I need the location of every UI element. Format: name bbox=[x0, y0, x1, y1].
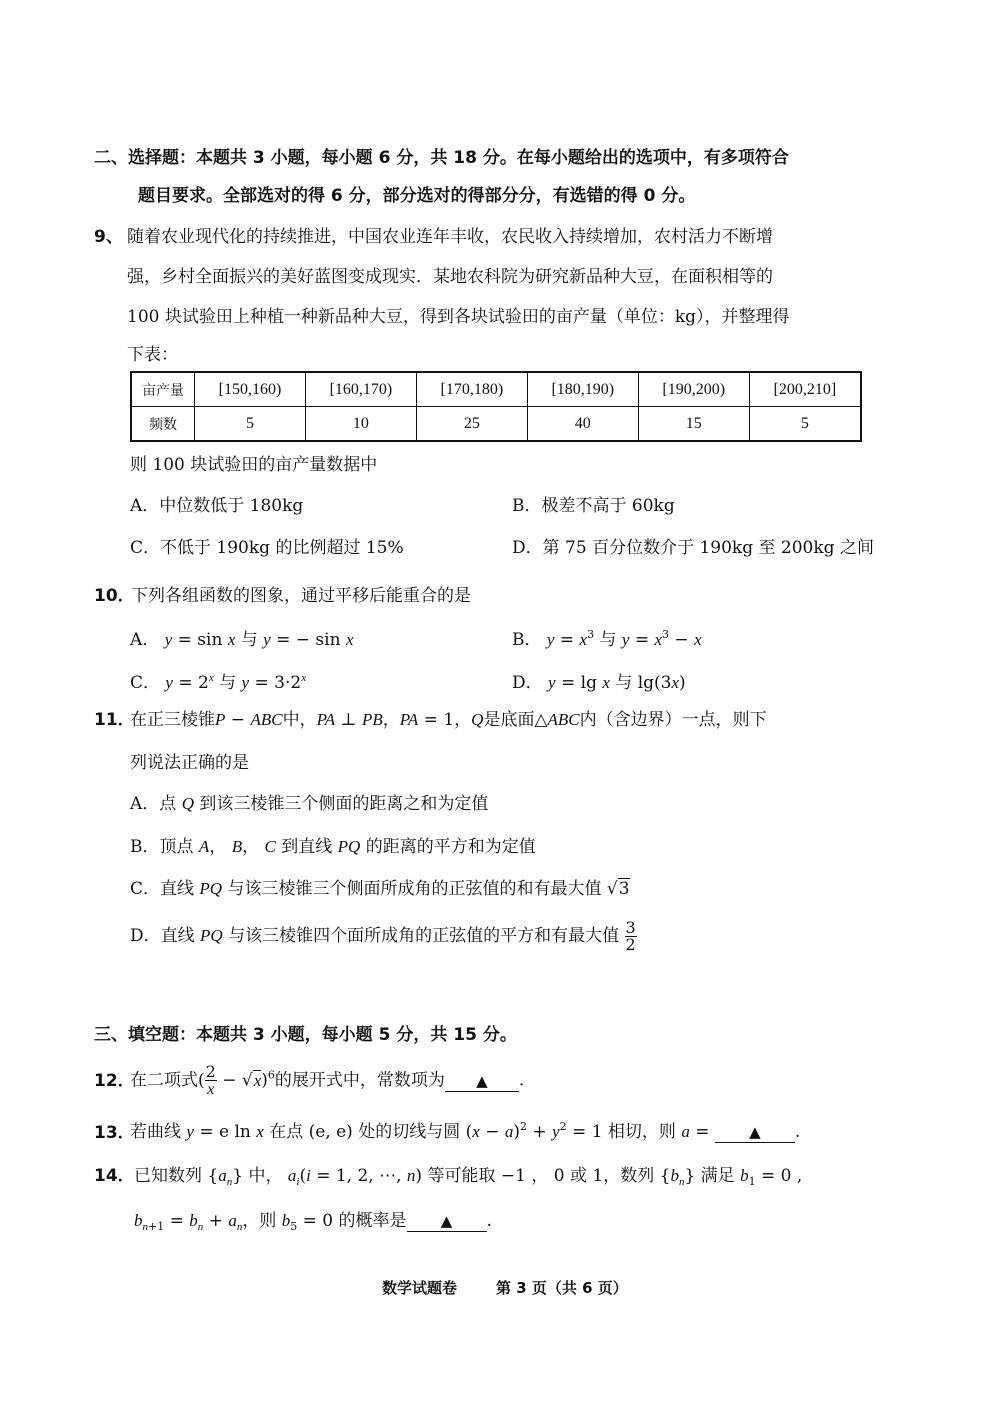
table-cell: 15 bbox=[638, 407, 749, 442]
q9-option-a: A．中位数低于 180kg bbox=[130, 496, 304, 516]
footer-subject: 数学试题卷 bbox=[382, 1279, 458, 1297]
q11-option-b: B．顶点 A， B， C 到直线 PQ 的距离的平方和为定值 bbox=[130, 837, 536, 857]
q14-line2: $b_{n+1} = b_n + a_n$，则 $b_5 = 0$ 的概率是 ▲ . bbox=[134, 1211, 492, 1233]
q9-line2: 强，乡村全面振兴的美好蓝图变成现实．某地农科院为研究新品种大豆，在面积相等的 bbox=[127, 267, 773, 287]
q9-option-d: D．第 75 百分位数介于 190kg 至 200kg 之间 bbox=[512, 538, 874, 558]
footer-page-number: 第 3 页（共 6 页） bbox=[496, 1279, 628, 1297]
q10-option-d: D． y = lg x 与 lg(3x) bbox=[512, 673, 686, 693]
table-cell: [150,160) bbox=[195, 372, 306, 407]
table-cell: 10 bbox=[305, 407, 416, 442]
q13-answer-blank[interactable]: ▲ bbox=[715, 1122, 795, 1143]
q14-line1: 已知数列 $\{a_n\}$ 中， $a_i(i = 1$, 2, ⋯, n) 等可能取 −1 ， 0 或 1，数列 $\{b_n\}$ 满足 $b_1 = 0$ , bbox=[134, 1166, 803, 1188]
q11-line2: 列说法正确的是 bbox=[130, 753, 249, 773]
section2-title-line2: 题目要求。全部选对的得 6 分，部分选对的得部分分，有选错的得 0 分。 bbox=[138, 186, 696, 206]
table-row bbox=[131, 372, 861, 407]
q9-option-b: B．极差不高于 60kg bbox=[512, 496, 675, 516]
q9-line4: 下表： bbox=[127, 345, 178, 365]
table-cell: 25 bbox=[416, 407, 527, 442]
table-cell: 40 bbox=[527, 407, 638, 442]
section3-title: 三、填空题：本题共 3 小题，每小题 5 分，共 15 分。 bbox=[94, 1025, 517, 1045]
q9-number: 9、 bbox=[94, 227, 123, 247]
q9-stem: 则 100 块试验田的亩产量数据中 bbox=[130, 455, 378, 475]
table-cell: [190,200) bbox=[638, 372, 749, 407]
table-header-yield: 亩产量 bbox=[131, 372, 195, 407]
q9-line3: 100 块试验田上种植一种新品种大豆，得到各块试验田的亩产量（单位：kg），并整理得 bbox=[127, 307, 790, 327]
q14-answer-blank[interactable]: ▲ bbox=[407, 1211, 487, 1232]
q12-answer-blank[interactable]: ▲ bbox=[445, 1071, 519, 1092]
q12-number: 12． bbox=[94, 1071, 135, 1091]
table-header-frequency: 频数 bbox=[131, 407, 195, 442]
table-cell: 5 bbox=[749, 407, 861, 442]
yield-frequency-table bbox=[130, 371, 862, 442]
q11-option-a: A．点 Q 到该三棱锥三个侧面的距离之和为定值 bbox=[130, 794, 489, 814]
table-cell: 5 bbox=[195, 407, 306, 442]
table-cell: [160,170) bbox=[305, 372, 416, 407]
q13-text: 若曲线 y = e ln x 在点 (e, e) 处的切线与圆 $(x - a)^2 + y^2 = 1$ 相切，则 a = ▲ . bbox=[130, 1120, 801, 1142]
q11-number: 11． bbox=[94, 710, 135, 730]
q12-text: 在二项式( $\frac{2}{x}$ − √x)$^6$的展开式中，常数项为 ▲ . bbox=[130, 1062, 525, 1098]
q13-number: 13． bbox=[94, 1123, 135, 1143]
q10-option-c: C． $y = 2^x$ 与 $y = 3\cdot 2^x$ bbox=[130, 672, 307, 693]
q10-number: 10． bbox=[94, 586, 135, 606]
fraction-three-halves: $\frac{3}{2}$ bbox=[625, 918, 636, 954]
q11-option-c: C．直线 PQ 与该三棱锥三个侧面所成角的正弦值的和有最大值 √3 bbox=[130, 879, 630, 899]
q10-stem: 下列各组函数的图象，通过平移后能重合的是 bbox=[131, 586, 471, 606]
q9-option-c: C．不低于 190kg 的比例超过 15% bbox=[130, 538, 404, 558]
q11-line1: 在正三棱锥P − ABC中，PA ⊥ PB，PA = 1，Q是底面△ABC内（含边界）一点，则下 bbox=[130, 710, 767, 730]
table-row bbox=[131, 407, 861, 442]
table-cell: [180,190) bbox=[527, 372, 638, 407]
table-cell: [170,180) bbox=[416, 372, 527, 407]
q9-line1: 随着农业现代化的持续推进，中国农业连年丰收，农民收入持续增加，农村活力不断增 bbox=[127, 227, 773, 247]
q14-number: 14． bbox=[94, 1166, 135, 1186]
section2-title-line1: 二、选择题：本题共 3 小题，每小题 6 分，共 18 分。在每小题给出的选项中，有多项符合 bbox=[94, 148, 789, 168]
q10-option-a: A． y = sin x 与 y = − sin x bbox=[130, 630, 354, 650]
table-cell: [200,210] bbox=[749, 372, 861, 407]
q11-option-d: D．直线 PQ 与该三棱锥四个面所成角的正弦值的平方和有最大值 $\frac{3}{2}$ bbox=[130, 918, 636, 954]
q10-option-b: B． $y = x^3$ 与 $y = x^3 - x$ bbox=[512, 628, 702, 650]
